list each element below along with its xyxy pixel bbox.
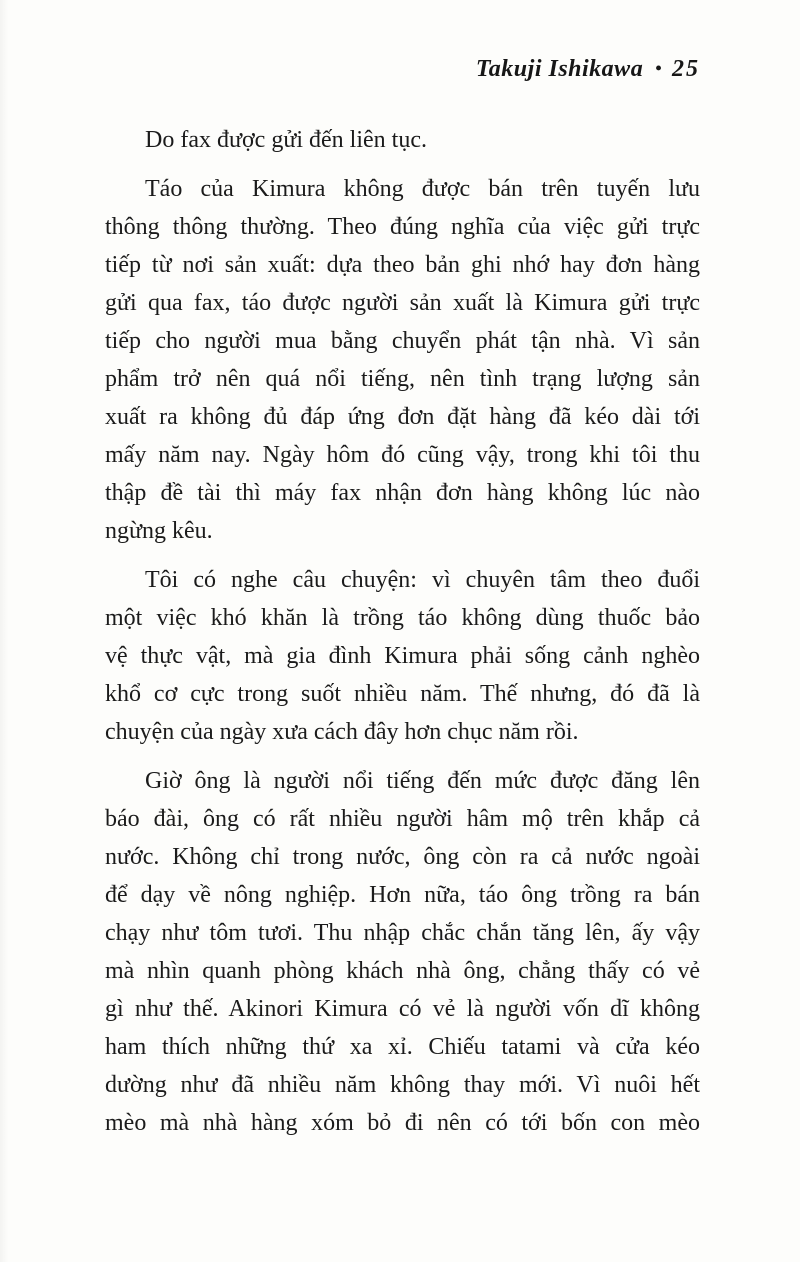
running-head-author: Takuji Ishikawa — [475, 56, 644, 82]
text-line: chuyện của ngày xưa cách đây hơn chục năm rồi. — [105, 719, 579, 745]
text-line: Táo của Kimura không được bán trên tuyến lưu — [145, 176, 700, 202]
text-line: xuất ra không đủ đáp ứng đơn đặt hàng đã kéo dài tới — [105, 404, 700, 430]
text-line: tiếp từ nơi sản xuất: dựa theo bản ghi nhớ hay đơn hàng — [105, 252, 700, 278]
paragraph — [105, 762, 700, 1142]
text-line: ngừng kêu. — [105, 518, 213, 544]
text-line: chạy như tôm tươi. Thu nhập chắc chắn tăng lên, ấy vậy — [105, 920, 700, 946]
text-line: mấy năm nay. Ngày hôm đó cũng vậy, trong khi tôi thu — [105, 442, 700, 468]
text-line: tiếp cho người mua bằng chuyển phát tận nhà. Vì sản — [105, 328, 700, 354]
text-line: báo đài, ông có rất nhiều người hâm mộ trên khắp cả — [105, 806, 700, 832]
text-line: dường như đã nhiều năm không thay mới. Vì nuôi hết — [105, 1072, 700, 1098]
text-line: một việc khó khăn là trồng táo không dùng thuốc bảo — [105, 605, 700, 631]
text-line: nước. Không chỉ trong nước, ông còn ra cả nước ngoài — [105, 844, 700, 870]
text-line: khổ cơ cực trong suốt nhiều năm. Thế nhưng, đó đã là — [105, 681, 700, 707]
paragraph — [105, 170, 700, 550]
page-body — [105, 121, 700, 1153]
paragraph — [105, 561, 700, 751]
text-line: gửi qua fax, táo được người sản xuất là Kimura gửi trực — [105, 290, 700, 316]
text-line: gì như thế. Akinori Kimura có vẻ là người vốn dĩ không — [105, 996, 700, 1022]
text-line: thông thông thường. Theo đúng nghĩa của việc gửi trực — [105, 214, 700, 240]
text-line: Tôi có nghe câu chuyện: vì chuyên tâm theo đuổi — [145, 567, 700, 593]
text-line: Giờ ông là người nổi tiếng đến mức được đăng lên — [145, 768, 700, 794]
text-line: phẩm trở nên quá nổi tiếng, nên tình trạng lượng sản — [105, 366, 700, 392]
text-line: mèo mà nhà hàng xóm bỏ đi nên có tới bốn con mèo — [105, 1110, 700, 1136]
text-line: ham thích những thứ xa xỉ. Chiếu tatami và cửa kéo — [105, 1034, 700, 1060]
text-line: mà nhìn quanh phòng khách nhà ông, chẳng thấy có vẻ — [105, 958, 700, 984]
bullet-separator-icon: • — [655, 58, 662, 78]
paragraph — [105, 121, 700, 159]
text-line: Do fax được gửi đến liên tục. — [145, 127, 427, 153]
text-line: vệ thực vật, mà gia đình Kimura phải sống cảnh nghèo — [105, 643, 700, 669]
text-line: để dạy về nông nghiệp. Hơn nữa, táo ông trồng ra bán — [105, 882, 700, 908]
text-line: thập đề tài thì máy fax nhận đơn hàng không lúc nào — [105, 480, 700, 506]
running-head — [476, 56, 700, 83]
page-number: 25 — [672, 56, 700, 82]
